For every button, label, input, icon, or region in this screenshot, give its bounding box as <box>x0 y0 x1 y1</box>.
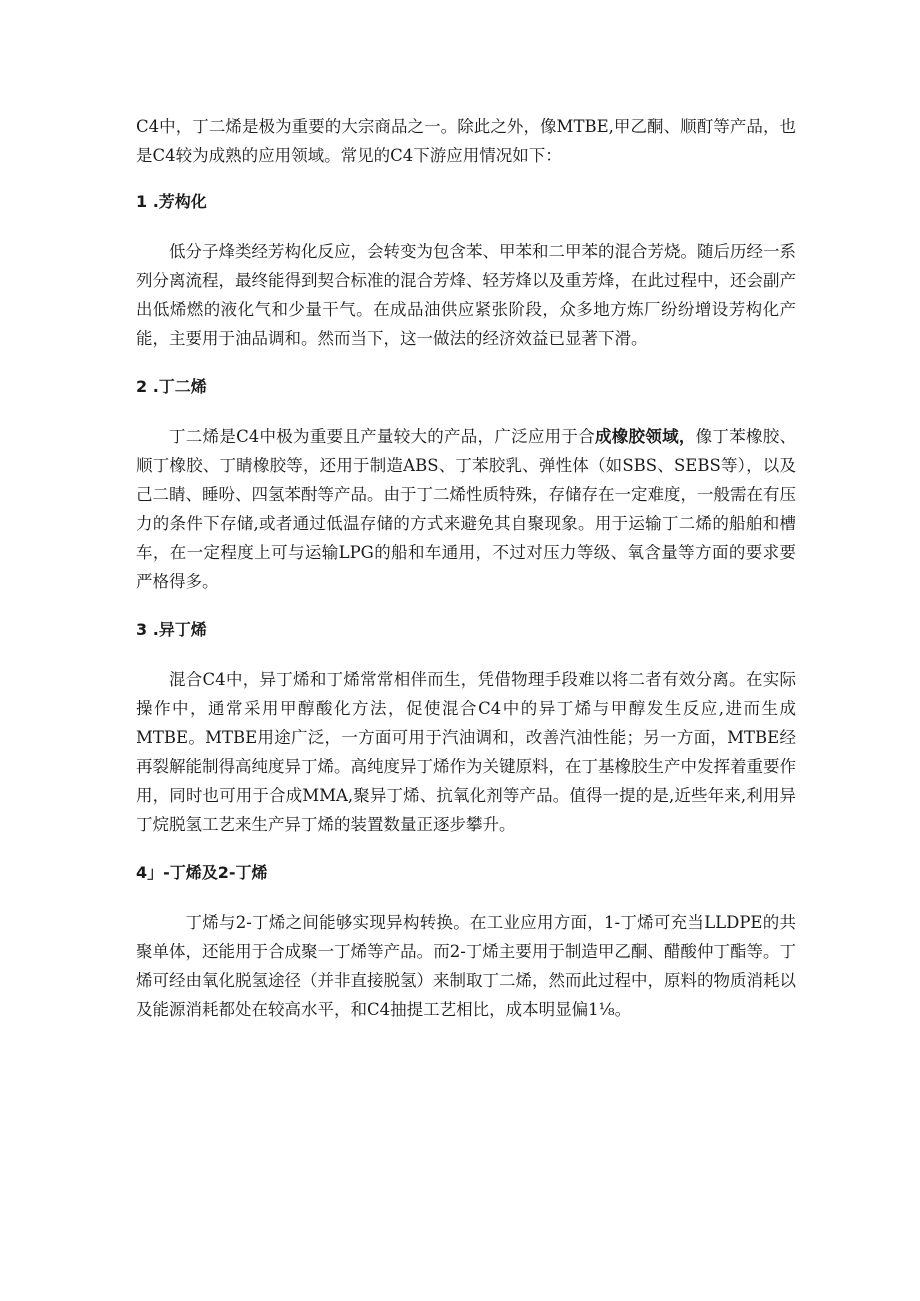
section-heading-butenes: 4」-丁烯及2-丁烯 <box>136 863 268 882</box>
intro-paragraph: C4中，丁二烯是极为重要的大宗商品之一。除此之外，像MTBE,甲乙酮、顺酊等产品，也是C4较为成熟的应用领域。常见的C4下游应用情况如下： <box>136 117 796 165</box>
butadiene-text-bold: 成橡胶领域， <box>594 427 696 446</box>
section-heading-butadiene: 2 .丁二烯 <box>136 377 207 396</box>
butadiene-text-after: 像丁苯橡胶、顺丁橡胶、丁睛橡胶等，还用于制造ABS、丁苯胶乳、弹性体（如SBS、SEBS等），以及己二睛、睡吩、四氢苯酎等产品。由于丁二烯性质特殊，存储存在一定难度，一般需在有压力的条件下存储,或者通过低温存储的方式来避免其自聚现象。用于运输丁二烯的船舶和槽车，在一定程度上可与运输LPG的船和车通用，不过对压力等级、氧含量等方面的要求要严格得多。 <box>136 427 797 591</box>
section-heading-aromatization: 1 .芳构化 <box>136 192 207 211</box>
section-heading-isobutylene: 3 .异丁烯 <box>136 620 207 639</box>
document-page <box>136 112 796 1044</box>
section-paragraph-aromatization: 低分子烽类经芳构化反应，会转变为包含苯、甲苯和二甲苯的混合芳烧。随后历经一系列分离流程，最终能得到契合标准的混合芳烽、轻芳烽以及重芳烽，在此过程中，还会副产出低烯燃的液化气和少量干气。在成品油供应紧张阶段，众多地方炼厂纷纷增设芳构化产能，主要用于油品调和。然而当下，这一做法的经济效益已显著下滑。 <box>136 242 796 348</box>
section-paragraph-butadiene <box>136 422 796 596</box>
section-paragraph-butenes: 丁烯与2-丁烯之间能够实现异构转换。在工业应用方面，1-丁烯可充当LLDPE的共聚单体，还能用于合成聚一丁烯等产品。而2-丁烯主要用于制造甲乙酮、醋酸仲丁酯等。丁烯可经由氧化脱氢途径（并非直接脱氢）来制取丁二烯，然而此过程中，原料的物质消耗以及能源消耗都处在较高水平，和C4抽提工艺相比，成本明显偏1⅛。 <box>136 913 796 1019</box>
section-paragraph-isobutylene: 混合C4中，异丁烯和丁烯常常相伴而生，凭借物理手段难以将二者有效分离。在实际操作中，通常采用甲醇酸化方法，促使混合C4中的异丁烯与甲醇发生反应,进而生成MTBE。MTBE用途广泛，一方面可用于汽油调和，改善汽油性能；另一方面，MTBE经再裂解能制得高纯度异丁烯。高纯度异丁烯作为关键原料，在丁基橡胶生产中发挥着重要作用，同时也可用于合成MMA,聚异丁烯、抗氧化剂等产品。值得一提的是,近些年来,利用异丁烷脱氢工艺来生产异丁烯的装置数量正逐步攀升。 <box>136 670 796 834</box>
butadiene-text-before: 丁二烯是C4中极为重要且产量较大的产品，广泛应用于合 <box>169 427 595 446</box>
